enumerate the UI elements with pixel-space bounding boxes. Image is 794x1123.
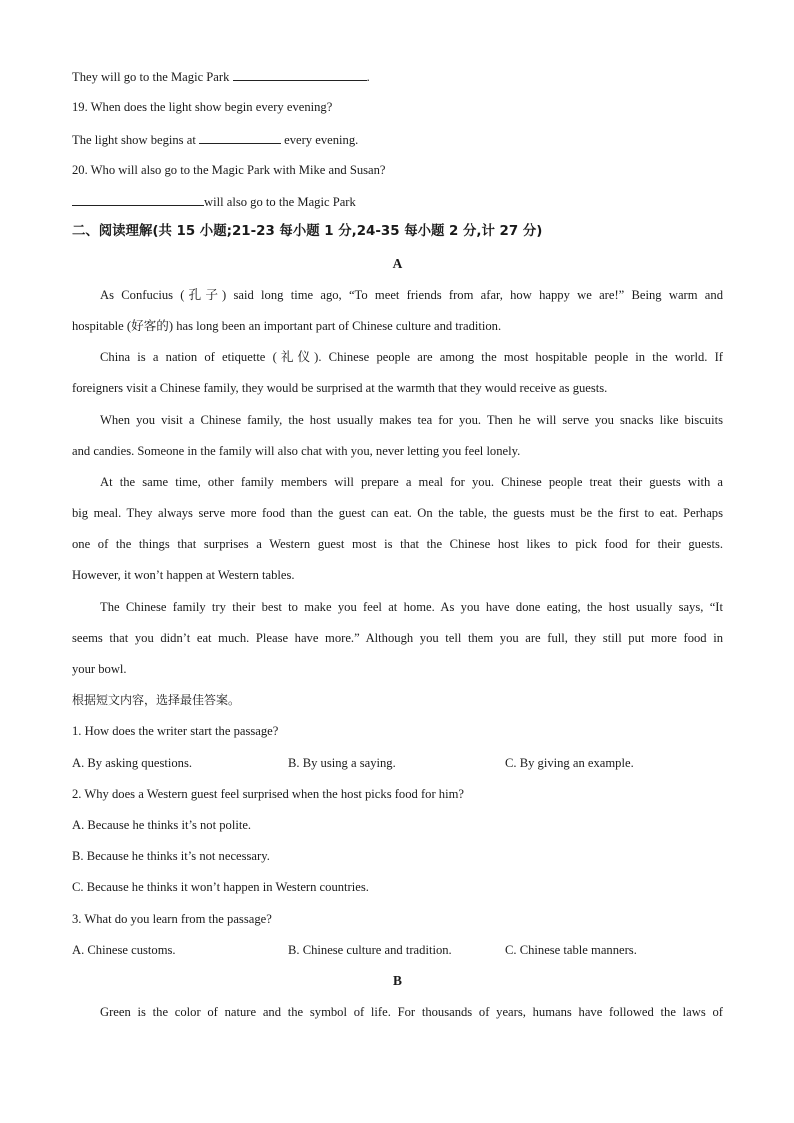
q2-option-b[interactable]: B. Because he thinks it’s not necessary. [72,849,270,863]
para-1-line-1: As Confucius (孔子) said long time ago, “To meet friends from afar, how happy we are!” Being warm and [100,288,723,302]
question-20: 20. Who will also go to the Magic Park with Mike and Susan? [72,163,386,177]
answer-19-text: The light show begins at [72,133,196,147]
answer-18-line [72,68,370,85]
q2-option-a[interactable]: A. Because he thinks it’s not polite. [72,818,252,832]
passage-b-label: B [393,973,402,988]
q3-option-c[interactable]: C. Chinese table manners. [505,943,637,957]
answer-18-period: . [366,70,370,84]
q1-option-c[interactable]: C. By giving an example. [505,756,634,770]
answer-19-blank[interactable] [199,131,281,144]
q2-option-c[interactable]: C. Because he thinks it won’t happen in Western countries. [72,880,369,894]
para-3-line-1: When you visit a Chinese family, the host usually makes tea for you. Then he will serve you snacks like biscuits [100,413,723,427]
para-4-line-1: At the same time, other family members will prepare a meal for you. Chinese people treat their guests with a [100,475,723,489]
para-5-line-1: The Chinese family try their best to make you feel at home. As you have done eating, the host usually says, “It [100,600,723,614]
q1-option-a[interactable]: A. By asking questions. [72,756,192,770]
answer-19-tail: every evening. [284,133,359,147]
q3-option-b[interactable]: B. Chinese culture and tradition. [288,943,452,957]
para-4-line-4: However, it won’t happen at Western tables. [72,568,295,582]
question-3-stem: 3. What do you learn from the passage? [72,912,272,926]
answer-20-blank[interactable] [72,193,204,206]
answer-18-text: They will go to the Magic Park [72,70,230,84]
q3-option-a[interactable]: A. Chinese customs. [72,943,176,957]
para-1-line-2: hospitable (好客的) has long been an important part of Chinese culture and tradition. [72,319,502,333]
para-5-line-2: seems that you didn’t eat much. Please have more.” Although you tell them you are full, they still put more food in [72,631,723,645]
question-2-stem: 2. Why does a Western guest feel surprised when the host picks food for him? [72,787,464,801]
instruction: 根据短文内容，选择最佳答案。 [72,693,241,707]
answer-18-blank[interactable] [233,68,367,81]
section-heading: 二、阅读理解(共 15 小题;21-23 每小题 1 分,24-35 每小题 2 分,计 27 分) [72,224,543,239]
q1-option-b[interactable]: B. By using a saying. [288,756,396,770]
answer-19-line [72,131,358,148]
passage-b-line-1: Green is the color of nature and the symbol of life. For thousands of years, humans have followed the laws of [100,1005,723,1019]
para-2-line-2: foreigners visit a Chinese family, they would be surprised at the warmth that they would receive as guests. [72,381,608,395]
para-2-line-1: China is a nation of etiquette (礼仪). Chinese people are among the most hospitable people in the world. If [100,350,723,364]
answer-20-line [72,193,356,210]
para-5-line-3: your bowl. [72,662,127,676]
answer-20-text: will also go to the Magic Park [204,195,356,209]
para-4-line-2: big meal. They always serve more food than the guest can eat. On the table, the guests must be the first to eat. Perhaps [72,506,723,520]
question-19: 19. When does the light show begin every evening? [72,100,333,114]
passage-a-label: A [392,256,403,271]
para-3-line-2: and candies. Someone in the family will also chat with you, never letting you feel lonely. [72,444,521,458]
para-4-line-3: one of the things that surprises a Western guest most is that the Chinese host likes to pick food for their guests. [72,537,723,551]
question-1-stem: 1. How does the writer start the passage? [72,724,279,738]
